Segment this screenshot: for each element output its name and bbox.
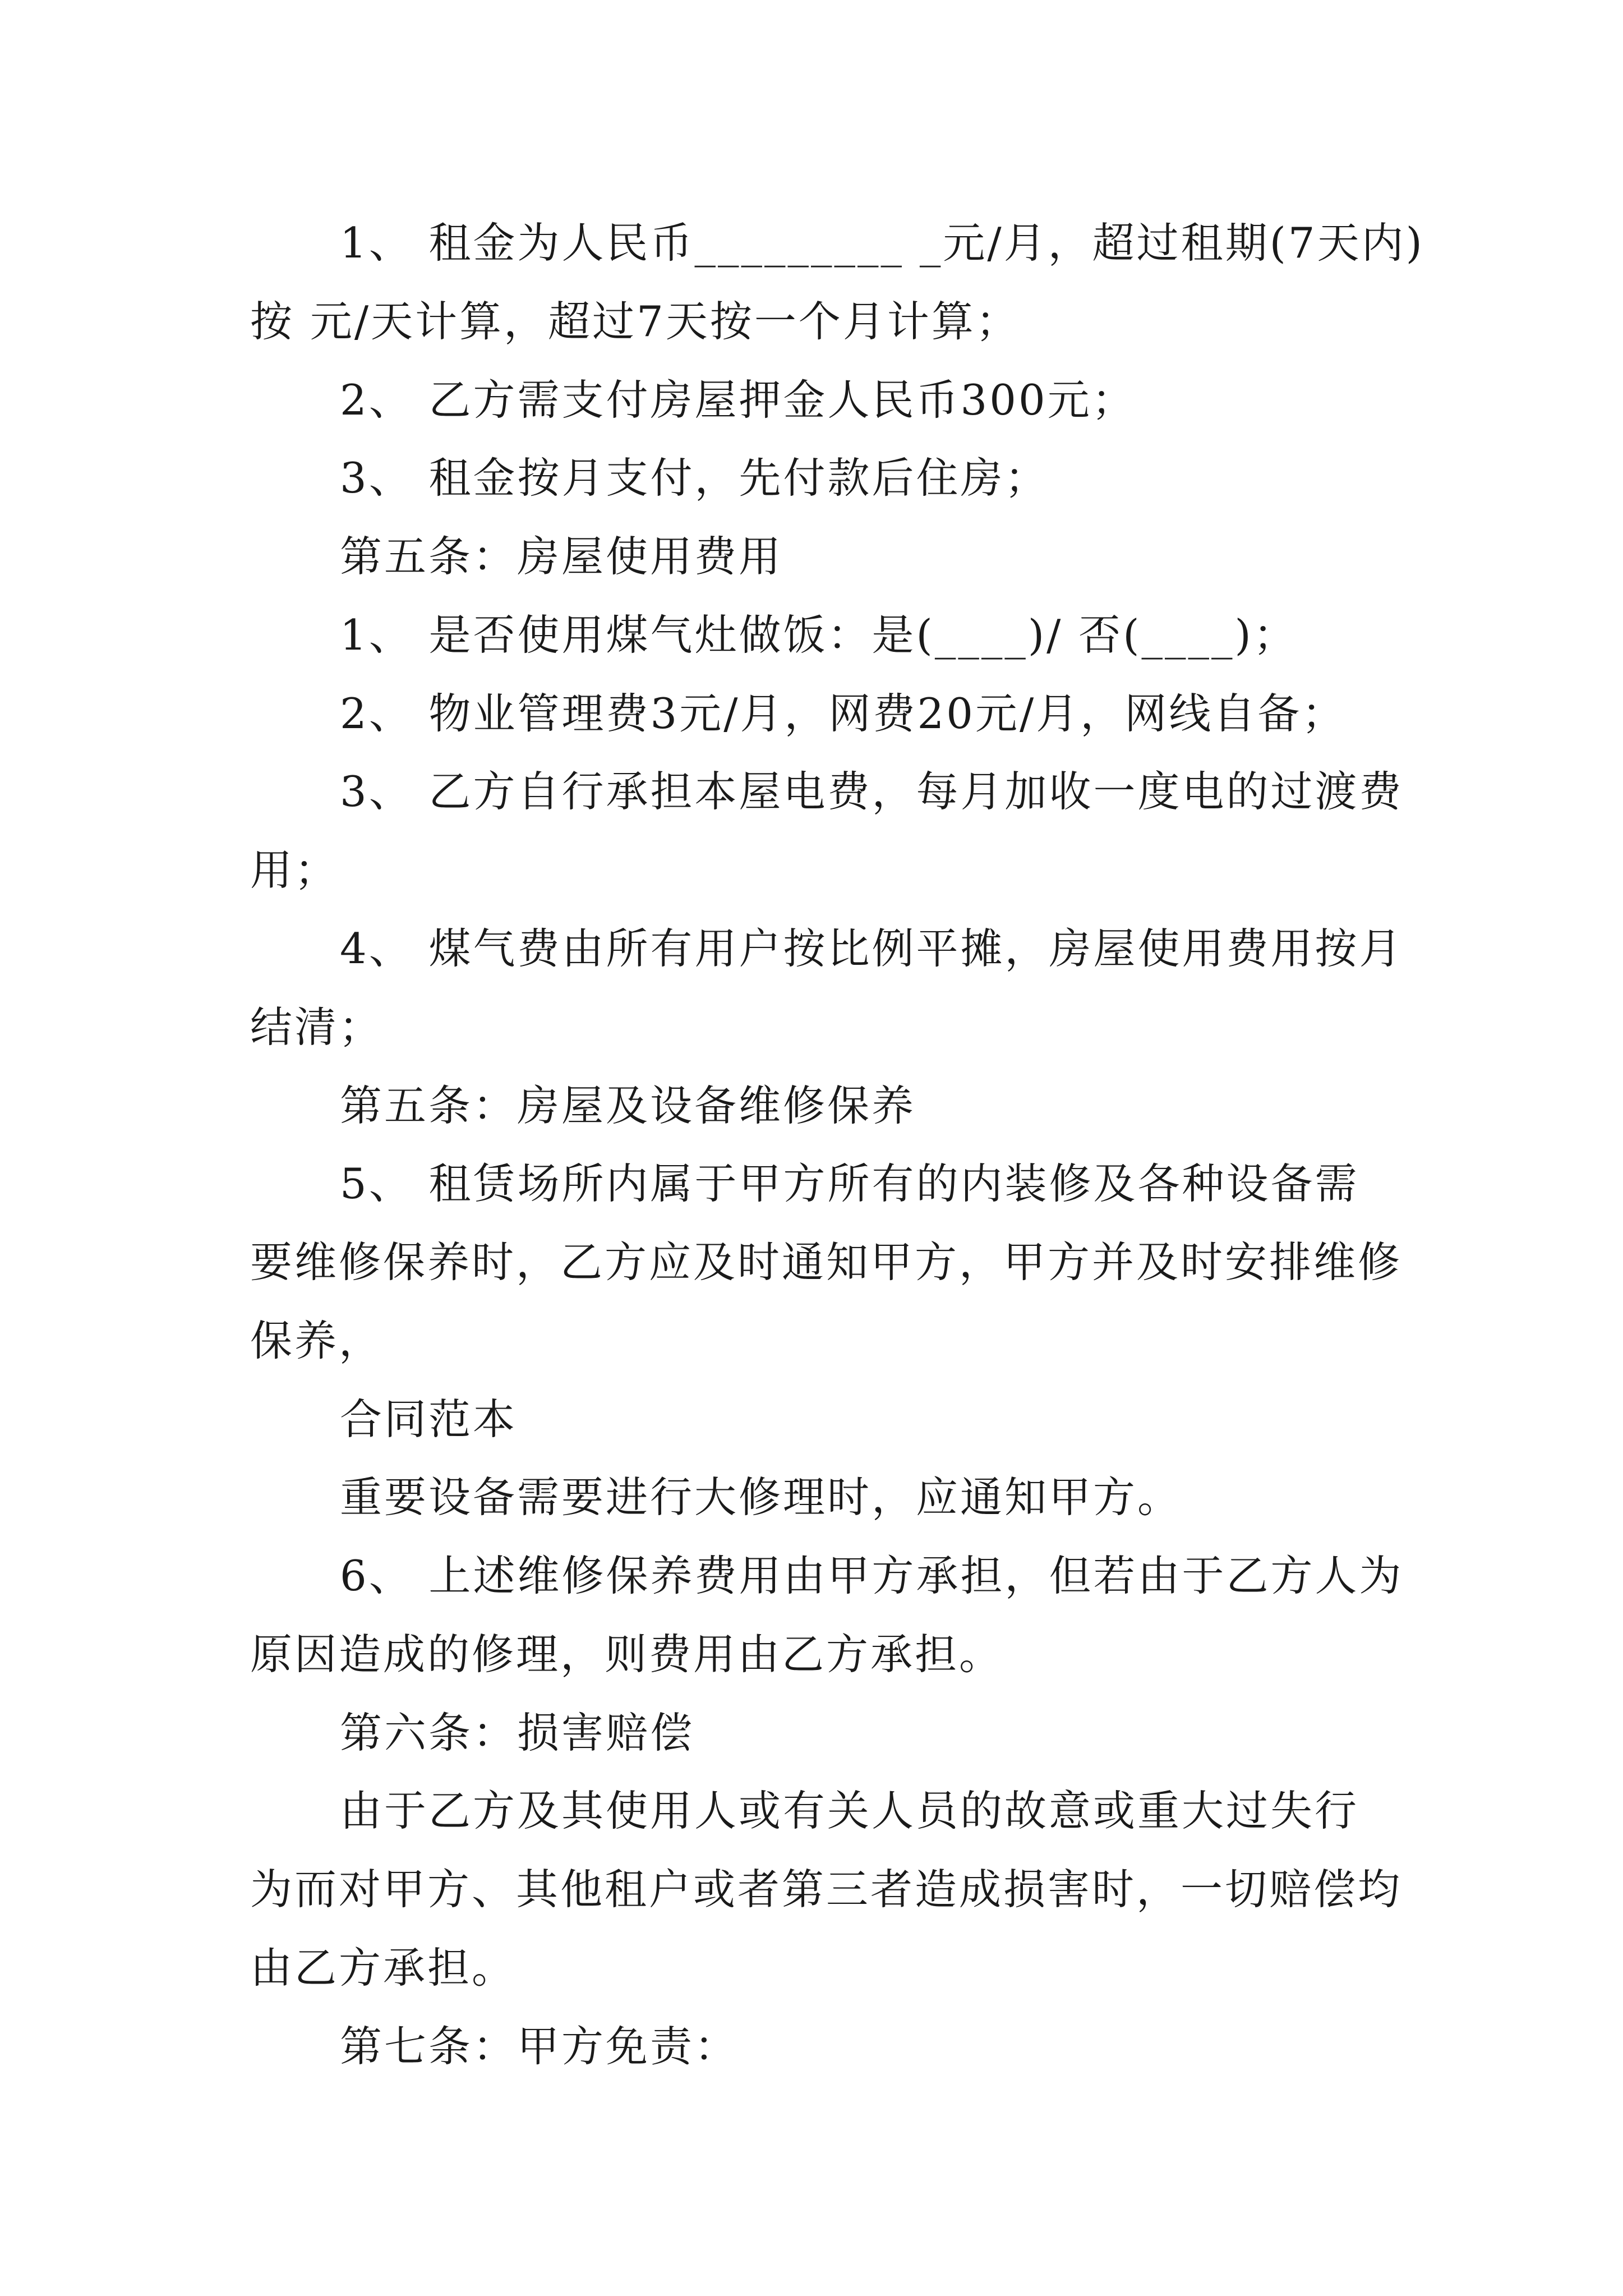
text-line: 结清；: [250, 1002, 384, 1052]
text-line: 3、 租金按月支付，先付款后住房；: [340, 453, 1049, 503]
text-line: 由于乙方及其使用人或有关人员的故意或重大过失行: [340, 1786, 1359, 1835]
text-line: 原因造成的修理，则费用由乙方承担。: [250, 1630, 1004, 1679]
text-line: 5、 租赁场所内属于甲方所有的内装修及各种设备需: [340, 1159, 1359, 1208]
section-heading: 第五条：房屋使用费用: [340, 532, 783, 581]
text-line: 保养，: [250, 1316, 384, 1365]
section-heading: 第五条：房屋及设备维修保养: [340, 1081, 916, 1130]
text-line: 1、 是否使用煤气灶做饭：是(____)/ 否(____)；: [340, 610, 1298, 660]
text-line: 重要设备需要进行大修理时，应通知甲方。: [340, 1473, 1182, 1522]
watermark-text: 合同范本: [340, 1395, 518, 1444]
text-line: 按 元/天计算，超过7天按一个月计算；: [250, 297, 1020, 346]
text-line: 2、 乙方需支付房屋押金人民币300元；: [340, 375, 1136, 425]
text-line: 6、 上述维修保养费用由甲方承担，但若由于乙方人为: [340, 1551, 1404, 1600]
section-heading: 第六条：损害赔偿: [340, 1708, 695, 1757]
section-heading: 第七条：甲方免责：: [340, 2022, 739, 2071]
text-line: 1、 租金为人民币_________ _元/月，超过租期(7天内): [340, 218, 1424, 268]
text-line: 为而对甲方、其他租户或者第三者造成损害时，一切赔偿均: [250, 1865, 1403, 1914]
text-line: 4、 煤气费由所有用户按比例平摊，房屋使用费用按月: [340, 924, 1404, 973]
text-line: 要维修保养时，乙方应及时通知甲方，甲方并及时安排维修: [250, 1237, 1403, 1287]
text-line: 3、 乙方自行承担本屋电费，每月加收一度电的过渡费: [340, 767, 1404, 816]
text-line: 2、 物业管理费3元/月，网费20元/月，网线自备；: [340, 689, 1347, 738]
text-line: 用；: [250, 845, 339, 895]
text-line: 由乙方承担。: [250, 1943, 517, 1993]
